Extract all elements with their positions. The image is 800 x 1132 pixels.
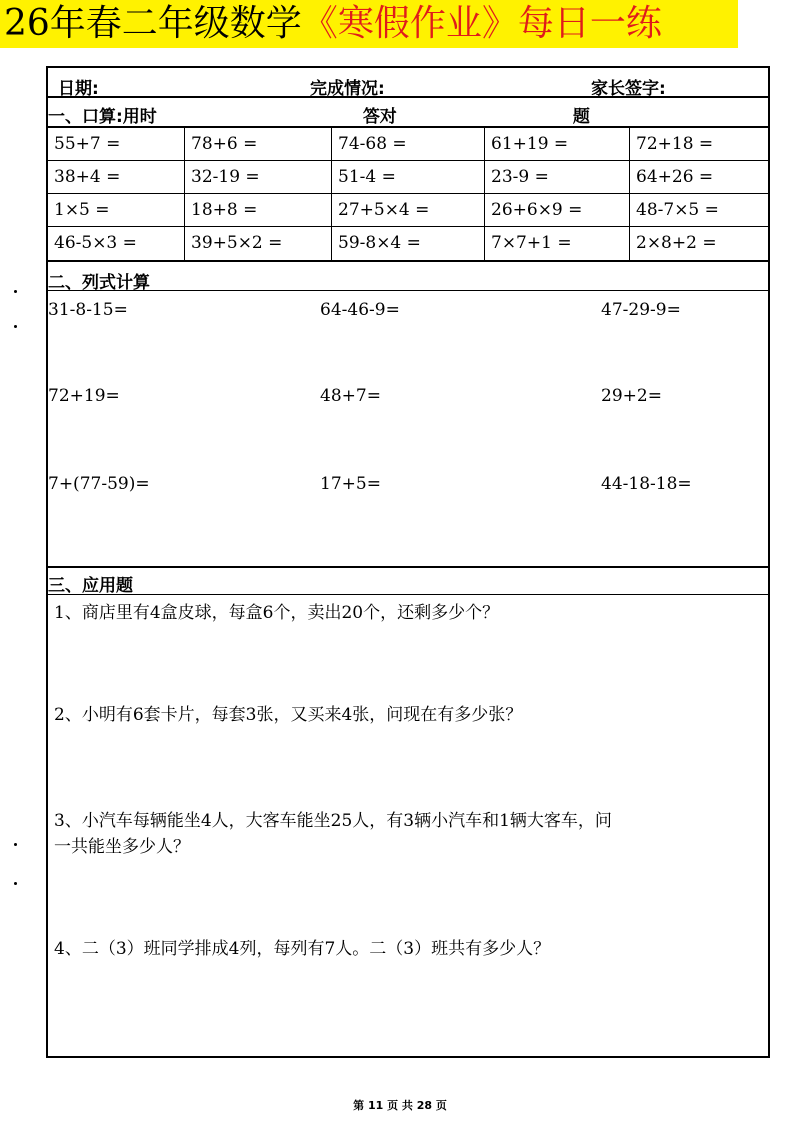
margin-dot: [14, 882, 17, 885]
calc-problem: 72+18 =: [630, 128, 768, 161]
calc-problem: 2×8+2 =: [636, 233, 717, 253]
answered-label: 答对: [362, 107, 397, 127]
divider: [48, 260, 768, 262]
title-book-name: 《寒假作业》: [301, 3, 518, 44]
divider: [48, 96, 768, 98]
calc-problem: 78+6 =: [185, 128, 332, 161]
calc-problem: 23-9 =: [485, 161, 630, 194]
calc-problem: 61+19 =: [485, 128, 630, 161]
expression: 7+(77-59)=: [48, 474, 150, 494]
title-banner: [0, 0, 738, 48]
expression: 29+2=: [601, 386, 662, 406]
status-label: 完成情况:: [310, 79, 385, 99]
divider: [48, 594, 768, 595]
calc-problem: 48-7×5 =: [630, 194, 768, 227]
word-problem-3: 3、小汽车每辆能坐4人，大客车能坐25人，有3辆小汽车和1辆大客车，问: [54, 811, 612, 831]
calc-problem: 55+7 =: [48, 128, 185, 161]
signature-label: 家长签字:: [591, 79, 666, 99]
answered-blank: [397, 108, 573, 127]
calc-problem: 32-19 =: [185, 161, 332, 194]
calc-problem: 1×5 =: [48, 194, 185, 227]
expression: 48+7=: [320, 386, 381, 406]
calc-problem: 38+4 =: [48, 161, 185, 194]
calc-problem: 27+5×4 =: [332, 194, 485, 227]
time-blank: [157, 108, 317, 127]
expression: 64-46-9=: [320, 300, 400, 320]
margin-dot: [14, 290, 17, 293]
section3-title: 三、应用题: [48, 576, 133, 596]
section1-title: [48, 102, 590, 127]
expression: 17+5=: [320, 474, 381, 494]
unit-label: 题: [572, 107, 590, 127]
section1-label: 一、口算:用时: [48, 107, 157, 127]
page-number: 第 11 页 共 28 页: [353, 1099, 447, 1112]
oral-calc-grid: [48, 128, 768, 260]
section2-title: 二、列式计算: [48, 273, 150, 293]
word-problem-3-cont: 一共能坐多少人？: [54, 837, 190, 857]
calc-problem: 74-68 =: [332, 128, 485, 161]
divider: [48, 290, 768, 291]
worksheet-frame: [46, 66, 770, 1058]
calc-problem: 64+26 =: [630, 161, 768, 194]
word-problem-1: 1、商店里有4盒皮球，每盒6个，卖出20个，还剩多少个？: [54, 603, 500, 623]
calc-problem: 26+6×9 =: [485, 194, 630, 227]
margin-dot: [14, 325, 17, 328]
word-problem-2: 2、小明有6套卡片，每套3张，又买来4张，问现在有多少张？: [54, 705, 523, 725]
title-subtitle: 每日一练: [517, 3, 662, 44]
calc-problem: 7×7+1 =: [485, 227, 630, 260]
word-problem-4: 4、二（3）班同学排成4列，每列有7人。二（3）班共有多少人？: [54, 939, 551, 959]
title-text: 26年春二年级数学: [4, 3, 302, 44]
expression: 31-8-15=: [48, 300, 128, 320]
calc-problem: 39+5×2 =: [185, 227, 332, 260]
margin-dot: [14, 843, 17, 846]
calc-problem: 51-4 =: [332, 161, 485, 194]
expression: 44-18-18=: [601, 474, 692, 494]
divider: [48, 566, 768, 568]
date-label: 日期:: [58, 79, 99, 99]
calc-problem: 18+8 =: [185, 194, 332, 227]
calc-problem: 46-5×3 =: [48, 227, 185, 260]
calc-problem: 59-8×4 =: [332, 227, 485, 260]
expression: 47-29-9=: [601, 300, 681, 320]
expression: 72+19=: [48, 386, 120, 406]
